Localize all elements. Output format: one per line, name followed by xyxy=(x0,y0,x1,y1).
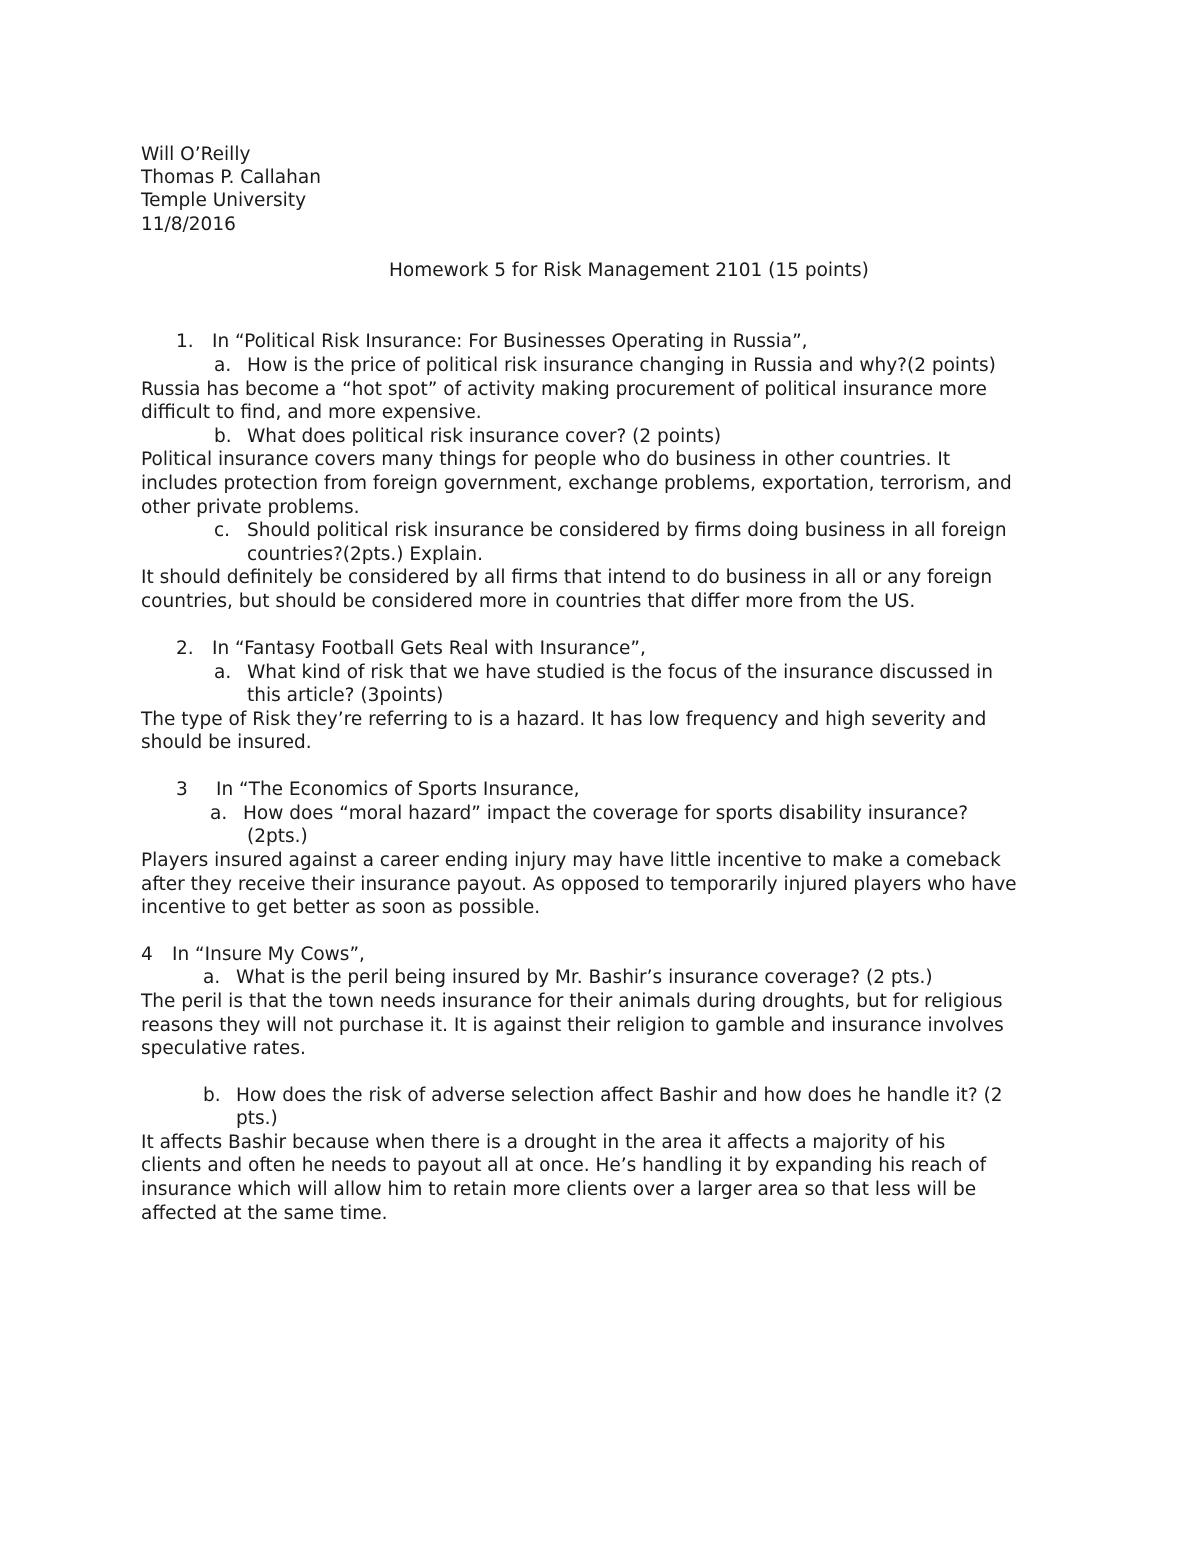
answer-4b-line: insurance which will allow him to retain more clients over a larger area so that less will be xyxy=(141,1179,977,1200)
question-1c-letter: c. xyxy=(214,520,231,541)
answer-1c-line: countries, but should be considered more in countries that differ more from the US. xyxy=(141,591,916,612)
question-2a-text: What kind of risk that we have studied is the focus of the insurance discussed in xyxy=(247,662,993,683)
answer-1b-line: includes protection from foreign government, exchange problems, exportation, terrorism, and xyxy=(141,473,1012,494)
answer-1b-line: other private problems. xyxy=(141,497,360,518)
answer-2a-line: The type of Risk they’re referring to is a hazard. It has low frequency and high severity and xyxy=(141,709,987,730)
section-3-number: 3 xyxy=(176,779,188,800)
section-2-heading: In “Fantasy Football Gets Real with Insurance”, xyxy=(212,638,646,659)
question-4b-text: pts.) xyxy=(236,1108,278,1129)
answer-2a-line: should be insured. xyxy=(141,732,312,753)
answer-4a-line: The peril is that the town needs insurance for their animals during droughts, but for religious xyxy=(141,991,1003,1012)
question-4a-text: What is the peril being insured by Mr. Bashir’s insurance coverage? (2 pts.) xyxy=(236,967,933,988)
answer-1c-line: It should definitely be considered by all firms that intend to do business in all or any foreign xyxy=(141,567,993,588)
school-name: Temple University xyxy=(141,190,307,211)
answer-4b-line: It affects Bashir because when there is a drought in the area it affects a majority of his xyxy=(141,1132,946,1153)
question-1c-text: Should political risk insurance be considered by firms doing business in all foreign xyxy=(247,520,1007,541)
section-1-number: 1. xyxy=(176,331,194,352)
section-3-heading: In “The Economics of Sports Insurance, xyxy=(216,779,580,800)
answer-4b-line: affected at the same time. xyxy=(141,1203,388,1224)
question-1a-text: How is the price of political risk insurance changing in Russia and why?(2 points) xyxy=(247,355,996,376)
question-1b-letter: b. xyxy=(214,426,232,447)
answer-1a-line: difficult to find, and more expensive. xyxy=(141,402,482,423)
question-1a-letter: a. xyxy=(214,355,232,376)
question-4b-letter: b. xyxy=(203,1085,221,1106)
section-4-heading: In “Insure My Cows”, xyxy=(172,944,365,965)
date: 11/8/2016 xyxy=(141,214,236,235)
section-2-number: 2. xyxy=(176,638,194,659)
answer-4a-line: reasons they will not purchase it. It is against their religion to gamble and insurance involves xyxy=(141,1015,1004,1036)
question-4b-text: How does the risk of adverse selection affect Bashir and how does he handle it? (2 xyxy=(236,1085,1003,1106)
answer-1b-line: Political insurance covers many things for people who do business in other countries. It xyxy=(141,449,951,470)
answer-1a-line: Russia has become a “hot spot” of activity making procurement of political insurance more xyxy=(141,379,987,400)
question-2a-text: this article? (3points) xyxy=(247,685,444,706)
answer-4a-line: speculative rates. xyxy=(141,1038,306,1059)
answer-3a-line: after they receive their insurance payout. As opposed to temporarily injured players who have xyxy=(141,874,1017,895)
question-1c-text: countries?(2pts.) Explain. xyxy=(247,544,483,565)
section-1-heading: In “Political Risk Insurance: For Businesses Operating in Russia”, xyxy=(212,331,808,352)
instructor-name: Thomas P. Callahan xyxy=(141,167,321,188)
question-2a-letter: a. xyxy=(214,662,232,683)
document-title: Homework 5 for Risk Management 2101 (15 points) xyxy=(389,260,869,281)
student-name: Will O’Reilly xyxy=(141,144,251,165)
question-3a-text: How does “moral hazard” impact the coverage for sports disability insurance? xyxy=(243,803,969,824)
question-3a-text: (2pts.) xyxy=(247,826,308,847)
answer-3a-line: incentive to get better as soon as possible. xyxy=(141,897,541,918)
answer-3a-line: Players insured against a career ending injury may have little incentive to make a comeback xyxy=(141,850,1001,871)
answer-4b-line: clients and often he needs to payout all at once. He’s handling it by expanding his reach of xyxy=(141,1155,987,1176)
section-4-number: 4 xyxy=(141,944,153,965)
question-3a-letter: a. xyxy=(210,803,228,824)
question-1b-text: What does political risk insurance cover? (2 points) xyxy=(247,426,722,447)
question-4a-letter: a. xyxy=(203,967,221,988)
